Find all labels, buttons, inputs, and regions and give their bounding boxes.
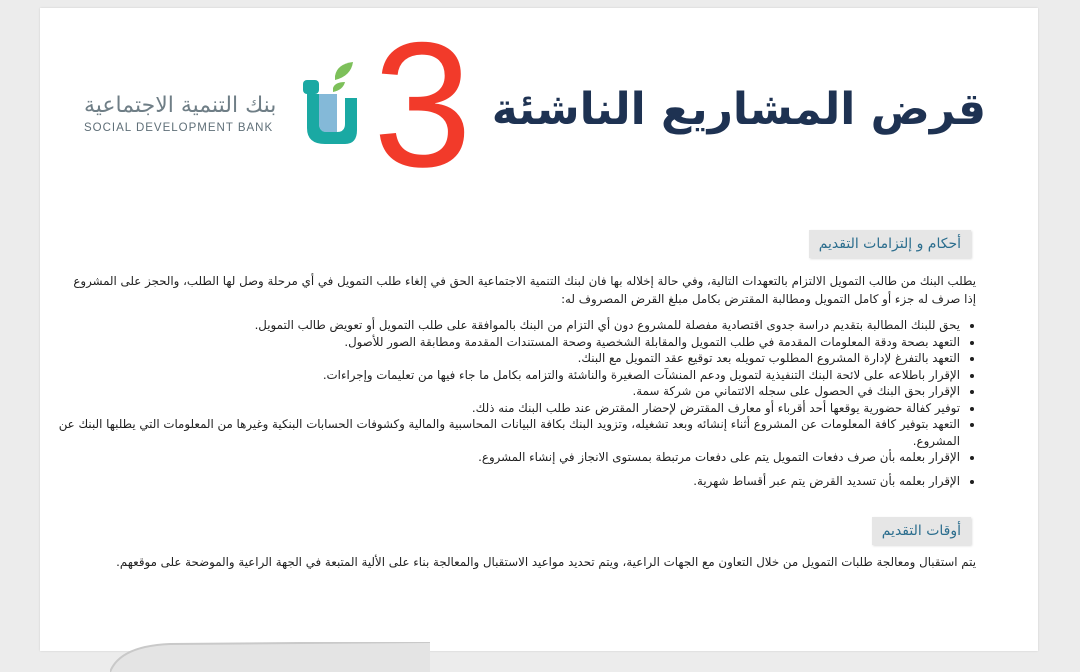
list-item: • التعهد بصحة ودقة المعلومات المقدمة في طلب التمويل والمقابلة الشخصية وصحة المستندات المقدمة ومطابقة الصور للأصول. bbox=[55, 334, 960, 351]
list-item: • الإقرار بعلمه بأن تسديد القرض يتم عبر أقساط شهرية. bbox=[55, 473, 960, 490]
terms-heading: أحكام و إلتزامات التقديم bbox=[809, 230, 971, 258]
bank-name-english: SOCIAL DEVELOPMENT BANK bbox=[84, 122, 274, 134]
bank-logo bbox=[84, 94, 294, 134]
application-times-text: يتم استقبال ومعالجة طلبات التمويل من خلال التعاون مع الجهات الراعية، ويتم تحديد مواعيد الاستقبال والمعالجة بناء على الألية المتبعة في الجهة الراعية والموضحة على موقعهم. bbox=[116, 555, 976, 569]
list-item: • الإقرار بعلمه بأن صرف دفعات التمويل يتم على دفعات مرتبطة بمستوى الانجاز في إنشاء المشروع. bbox=[55, 449, 960, 466]
list-item: • الإقرار باطلاعه على لائحة البنك التنفيذية لتمويل ودعم المنشآت الصغيرة والناشئة والتزامه بكامل ما جاء فيها من تعليمات وإجراءات. bbox=[55, 367, 960, 384]
application-times-heading: أوقات التقديم bbox=[872, 517, 971, 545]
list-item: • التعهد بتوفير كافة المعلومات عن المشروع أثناء إنشائه وبعد تشغيله، وتزويد البنك بكافة البيانات المحاسبية والمالية وكشوفات الحسابات البنكية وغيرها من المعلومات التي يطلبها البنك عن المشروع. bbox=[55, 416, 960, 449]
page-curl-decoration bbox=[110, 642, 430, 672]
bank-name-arabic: بنك التنمية الاجتماعية bbox=[84, 93, 277, 118]
list-item: • التعهد بالتفرغ لإدارة المشروع المطلوب تمويله بعد توقيع عقد التمويل مع البنك. bbox=[55, 350, 960, 367]
document-page bbox=[40, 5, 1038, 651]
terms-list bbox=[55, 317, 976, 489]
list-item: • يحق للبنك المطالبة بتقديم دراسة جدوى اقتصادية مفصلة للمشروع دون أي التزام من البنك بالموافقة على طلب التمويل أو تعويض طالب التمويل. bbox=[55, 317, 960, 334]
list-item: • الإقرار بحق البنك في الحصول على سجله الائتماني من شركة سمة. bbox=[55, 383, 960, 400]
section-number: 3 bbox=[373, 5, 472, 204]
terms-intro: يطلب البنك من طالب التمويل الالتزام بالتعهدات التالية، وفي حالة إخلاله بها فان لبنك التنمية الاجتماعية الحق في إلغاء طلب التمويل في أي مرحلة وصل لها الطلب، والحجز على المشروع إذا صرف له جزء أو كامل التمويل ومطالبة المقترض بكامل مبلغ القرض المصروف له: bbox=[73, 274, 976, 306]
bank-logo-icon bbox=[299, 58, 361, 148]
list-item: • توفير كفالة حضورية يوقعها أحد أقرباء أو معارف المقترض لإحضار المقترض عند طلب البنك منه ذلك. bbox=[55, 400, 960, 417]
page-title: قرض المشاريع الناشئة bbox=[491, 84, 986, 135]
